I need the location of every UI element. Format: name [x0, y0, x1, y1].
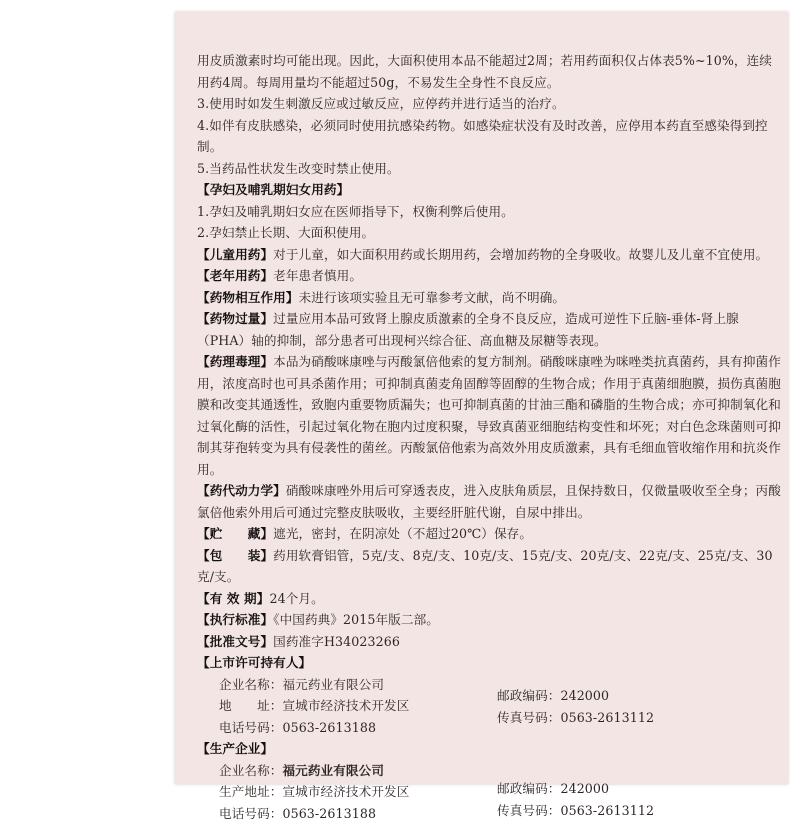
heading-mah: 【上市许可持有人】: [197, 652, 782, 674]
section-pediatric: [197, 244, 782, 266]
section-approval: [197, 631, 782, 653]
mfr-fax-label: 传真号码：: [497, 803, 560, 818]
text-interactions: 未进行该项实验且无可靠参考文献，尚不明确。: [299, 290, 566, 305]
heading-geriatric: 【老年用药】: [197, 268, 273, 283]
section-packaging: [197, 545, 782, 588]
mfr-company-row: [197, 760, 782, 782]
heading-pharmacokinetics: 【药代动力学】: [197, 483, 286, 498]
heading-standard: 【执行标准】: [197, 612, 273, 627]
mah-postcode: 242000: [560, 688, 609, 703]
pregnancy-line-2: 2.孕妇禁止长期、大面积使用。: [197, 222, 782, 244]
pregnancy-line-1: 1.孕妇及哺乳期妇女应在医师指导下，权衡利弊后使用。: [197, 201, 782, 223]
text-standard: 《中国药典》2015年版二部。: [273, 612, 439, 627]
insert-content: [197, 50, 782, 824]
paragraph-infection: 4.如伴有皮肤感染，必须同时使用抗感染药物。如感染症状没有及时改善，应停用本药直至感染得到控制。: [197, 115, 782, 158]
mfr-company-label: 企业名称：: [219, 763, 282, 778]
section-standard: [197, 609, 782, 631]
text-approval: 国药准字H34023266: [273, 634, 400, 649]
mfr-phone: 0563-2613188: [282, 806, 376, 821]
text-pharmacology: 本品为硝酸咪康唑与丙酸氯倍他索的复方制剂。硝酸咪康唑为咪唑类抗真菌药，具有抑菌作用，浓度高时也可具杀菌作用；可抑制真菌麦角固醇等固醇的生物合成；作用于真菌细胞膜，损伤真菌胞膜和改变其通透性，致胞内重要物质漏失；也可抑制真菌的甘油三酯和磷脂的生物合成；亦可抑制氧化和过氧化酶的活性，引起过氧化物在胞内过度积聚，导致真菌亚细胞结构变性和坏死；对白色念珠菌则可抑制其芽孢转变为具有侵袭性的菌丝。丙酸氯倍他索为高效外用皮质激素，具有毛细血管收缩作用和抗炎作用。: [197, 354, 781, 477]
mfr-postcode-label: 邮政编码：: [497, 781, 560, 796]
mah-address-row: [197, 695, 782, 717]
mfr-phone-row: [197, 803, 782, 824]
mah-company-row: [197, 674, 782, 696]
mah-phone-row: [197, 717, 782, 739]
mfr-fax: 0563-2613112: [560, 803, 654, 818]
text-shelf-life: 24个月。: [269, 591, 323, 606]
mfr-postcode: 242000: [560, 781, 609, 796]
heading-storage: 【贮 藏】: [197, 526, 273, 541]
section-geriatric: [197, 265, 782, 287]
heading-pharmacology: 【药理毒理】: [197, 354, 273, 369]
heading-overdose: 【药物过量】: [197, 311, 273, 326]
mfr-address: 宣城市经济技术开发区: [282, 784, 409, 799]
section-storage: [197, 523, 782, 545]
paragraph-usage-limit: 用皮质激素时均可能出现。因此，大面积使用本品不能超过2周；若用药面积仅占体表5%~10%，连续用药4周。每周用量均不能超过50g，不易发生全身性不良反应。: [197, 50, 782, 93]
section-shelf-life: [197, 588, 782, 610]
text-geriatric: 老年患者慎用。: [273, 268, 362, 283]
section-overdose: [197, 308, 782, 351]
text-pediatric: 对于儿童，如大面积用药或长期用药，会增加药物的全身吸收。故婴儿及儿童不宜使用。: [273, 247, 768, 262]
mah-fax: 0563-2613112: [560, 710, 654, 725]
text-packaging: 药用软膏铝管，5克/支、8克/支、10克/支、15克/支、20克/支、22克/支、25克/支、30克/支。: [197, 548, 773, 585]
mah-fax-label: 传真号码：: [497, 710, 560, 725]
heading-interactions: 【药物相互作用】: [197, 290, 299, 305]
mah-company-label: 企业名称：: [219, 677, 282, 692]
package-insert-sheet: [175, 12, 788, 784]
mfr-company: 福元药业有限公司: [282, 763, 384, 778]
mah-phone-label: 电话号码：: [219, 720, 282, 735]
mfr-phone-label: 电话号码：: [219, 806, 282, 821]
text-pharmacokinetics: 硝酸咪康唑外用后可穿透表皮，进入皮肤角质层，且保持数日，仅微量吸收至全身；丙酸氯倍他索外用后可通过完整皮肤吸收，主要经肝脏代谢，自尿中排出。: [197, 483, 781, 520]
mah-phone: 0563-2613188: [282, 720, 376, 735]
mah-address-label: 地 址：: [219, 698, 282, 713]
heading-manufacturer: 【生产企业】: [197, 738, 782, 760]
heading-shelf-life: 【有 效 期】: [197, 591, 269, 606]
paragraph-property-change: 5.当药品性状发生改变时禁止使用。: [197, 158, 782, 180]
section-pharmacology: [197, 351, 782, 480]
text-overdose: 过量应用本品可致肾上腺皮质激素的全身不良反应，造成可逆性下丘脑-垂体-肾上腺（PHA）轴的抑制，部分患者可出现柯兴综合征、高血糖及尿糖等表现。: [197, 311, 739, 348]
paragraph-irritation: 3.使用时如发生刺激反应或过敏反应，应停药并进行适当的治疗。: [197, 93, 782, 115]
heading-pediatric: 【儿童用药】: [197, 247, 273, 262]
text-storage: 遮光，密封，在阴凉处（不超过20℃）保存。: [273, 526, 532, 541]
heading-packaging: 【包 装】: [197, 548, 273, 563]
heading-pregnancy: 【孕妇及哺乳期妇女用药】: [197, 179, 782, 201]
section-interactions: [197, 287, 782, 309]
section-pharmacokinetics: [197, 480, 782, 523]
mfr-address-row: [197, 781, 782, 803]
mah-company: 福元药业有限公司: [282, 677, 384, 692]
mfr-address-label: 生产地址：: [219, 784, 282, 799]
heading-approval: 【批准文号】: [197, 634, 273, 649]
mah-address: 宣城市经济技术开发区: [282, 698, 409, 713]
mah-postcode-label: 邮政编码：: [497, 688, 560, 703]
